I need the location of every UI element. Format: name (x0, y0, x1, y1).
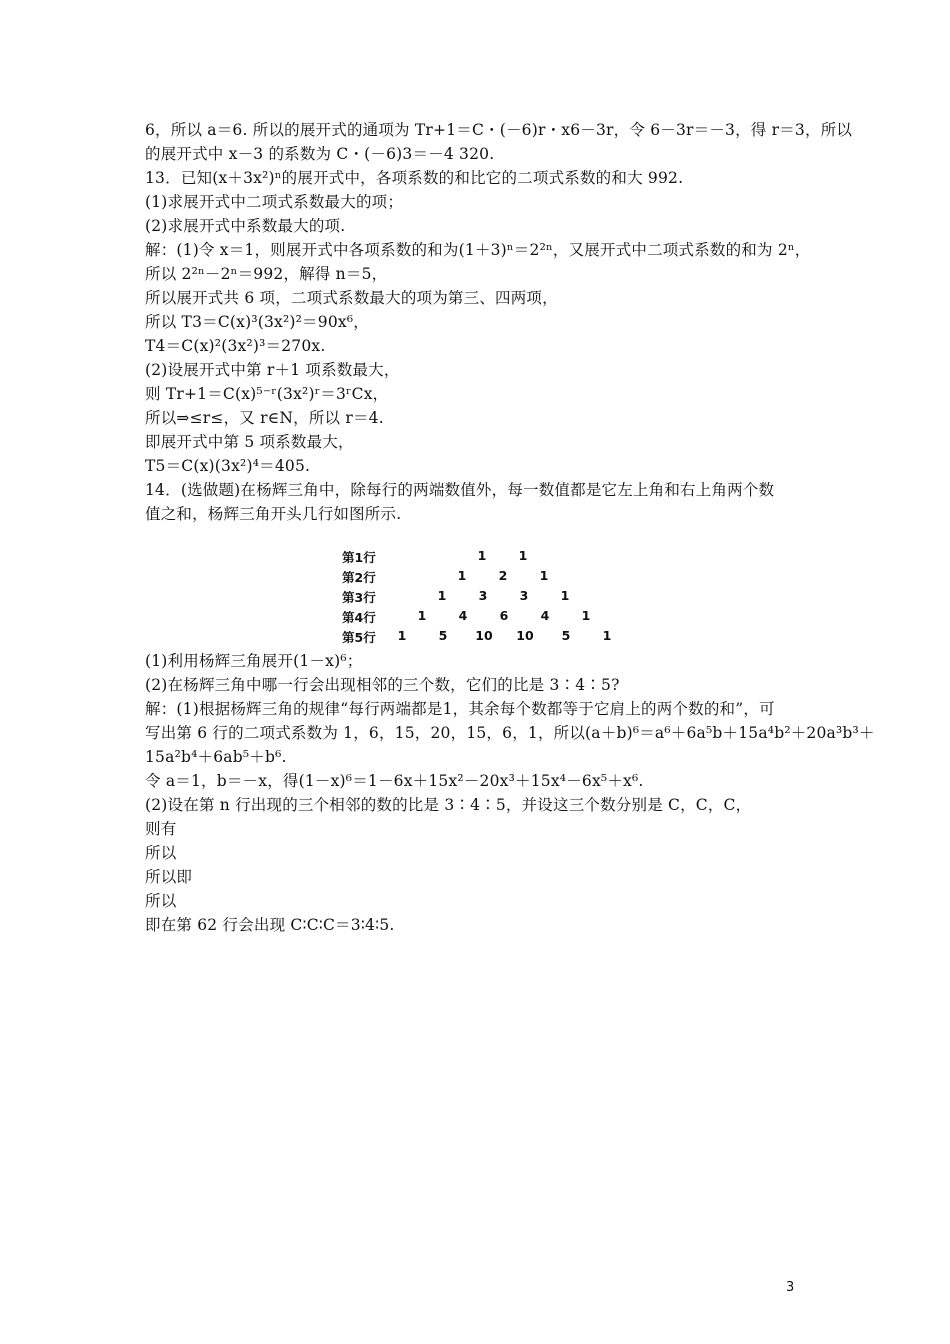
triangle-row-label: 第2行 (342, 570, 376, 585)
text-line: 解：(1)令 x＝1，则展开式中各项系数的和为(1＋3)ⁿ＝2²ⁿ，又展开式中二项式系数的和为 2ⁿ， (145, 241, 811, 259)
text-line: 14．(选做题)在杨辉三角中，除每行的两端数值外，每一数值都是它左上角和右上角两个数 (145, 481, 775, 499)
triangle-value: 1 (437, 588, 447, 603)
triangle-row (342, 548, 642, 566)
text-line: 13．已知(x＋3x²)ⁿ的展开式中，各项系数的和比它的二项式系数的和大 992. (145, 169, 684, 187)
text-line: 所以 (145, 844, 177, 862)
text-line: 即展开式中第 5 项系数最大， (145, 433, 354, 451)
text-line: 所以 2²ⁿ－2ⁿ＝992，解得 n＝5， (145, 265, 388, 283)
text-line: (1)求展开式中二项式系数最大的项； (145, 193, 404, 211)
triangle-value: 4 (458, 608, 468, 623)
text-line: T4＝C(x)²(3x²)³＝270x. (145, 337, 326, 355)
text-line: (2)在杨辉三角中哪一行会出现相邻的三个数，它们的比是 3∶4∶5? (145, 676, 620, 694)
triangle-row (342, 568, 642, 586)
triangle-value: 3 (519, 588, 529, 603)
triangle-value: 1 (539, 568, 549, 583)
triangle-value: 1 (581, 608, 591, 623)
triangle-row-label: 第1行 (342, 550, 376, 565)
text-line: (2)求展开式中系数最大的项. (145, 217, 346, 235)
text-line: 的展开式中 x－3 的系数为 C・(－6)3＝－4 320. (145, 145, 495, 163)
text-line: (2)设展开式中第 r＋1 项系数最大， (145, 361, 400, 379)
text-line: 15a²b⁴＋6ab⁵＋b⁶. (145, 748, 287, 766)
text-line: (1)利用杨辉三角展开(1－x)⁶； (145, 652, 363, 670)
triangle-value: 3 (478, 588, 488, 603)
triangle-row-label: 第5行 (342, 630, 376, 645)
triangle-value: 5 (438, 628, 448, 643)
page-number: 3 (786, 1280, 795, 1295)
triangle-value: 4 (540, 608, 550, 623)
text-line: 所以 T3＝C(x)³(3x²)²＝90x⁶， (145, 313, 369, 331)
text-line: 所以 (145, 892, 177, 910)
text-line: T5＝C(x)(3x²)⁴＝405. (145, 457, 311, 475)
triangle-value: 2 (498, 568, 508, 583)
triangle-row-label: 第4行 (342, 610, 376, 625)
text-line: 值之和，杨辉三角开头几行如图所示. (145, 505, 402, 523)
text-line: 所以即 (145, 868, 193, 886)
triangle-value: 1 (560, 588, 570, 603)
text-line: 则有 (145, 820, 177, 838)
yanghui-triangle-figure (342, 548, 642, 648)
triangle-value: 10 (475, 628, 493, 643)
text-line: 写出第 6 行的二项式系数为 1，6，15，20，15，6，1，所以(a＋b)⁶＝a⁶＋6a⁵b＋15a⁴b²＋20a³b³＋ (145, 724, 875, 742)
triangle-value: 1 (457, 568, 467, 583)
triangle-value: 1 (602, 628, 612, 643)
triangle-row (342, 628, 642, 646)
triangle-value: 1 (477, 548, 487, 563)
triangle-row-label: 第3行 (342, 590, 376, 605)
triangle-value: 10 (516, 628, 534, 643)
text-line: 6，所以 a＝6. 所以的展开式的通项为 Tr+1＝C・(－6)r・x6－3r，令 6－3r＝－3，得 r＝3，所以 (145, 121, 853, 139)
triangle-value: 1 (417, 608, 427, 623)
triangle-value: 1 (518, 548, 528, 563)
triangle-value: 1 (397, 628, 407, 643)
text-line: (2)设在第 n 行出现的三个相邻的数的比是 3∶4∶5，并设这三个数分别是 C，C，C， (145, 796, 752, 814)
text-line: 所以⇒≤r≤，又 r∈N，所以 r＝4. (145, 409, 384, 427)
text-line: 即在第 62 行会出现 C∶C∶C＝3∶4∶5. (145, 916, 395, 934)
triangle-row (342, 588, 642, 606)
text-line: 解：(1)根据杨辉三角的规律“每行两端都是1，其余每个数都等于它肩上的两个数的和”，可 (145, 700, 775, 718)
text-line: 令 a＝1，b＝－x，得(1－x)⁶＝1－6x＋15x²－20x³＋15x⁴－6x⁵＋x⁶. (145, 772, 644, 790)
text-line: 则 Tr+1＝C(x)⁵⁻ʳ(3x²)ʳ＝3ʳCx， (145, 385, 389, 403)
text-line: 所以展开式共 6 项，二项式系数最大的项为第三、四两项， (145, 289, 558, 307)
triangle-value: 6 (499, 608, 509, 623)
triangle-row (342, 608, 642, 626)
triangle-value: 5 (561, 628, 571, 643)
